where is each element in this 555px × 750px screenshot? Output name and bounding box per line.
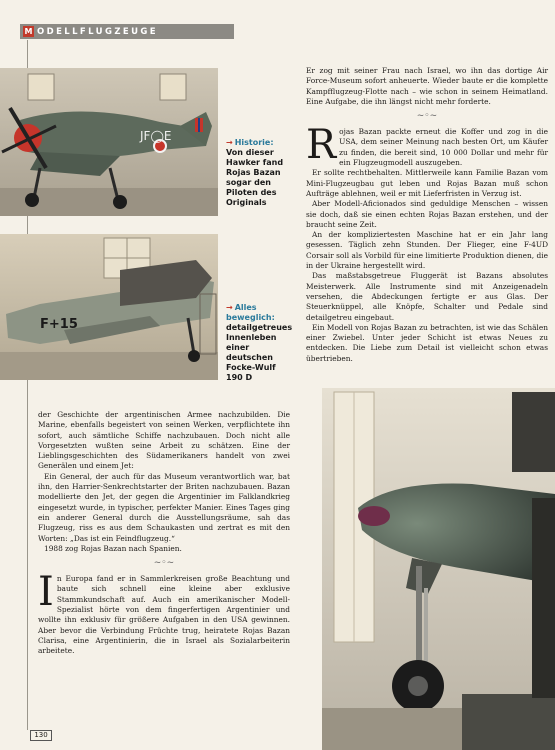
caption-tag: Historie: <box>234 138 274 147</box>
section-header <box>20 24 234 39</box>
focke-code-label: F+15 <box>40 317 78 332</box>
dropcap: R <box>306 122 337 169</box>
paragraph-dropcap <box>306 122 548 169</box>
paragraph: 1988 zog Rojas Bazan nach Spanien. <box>44 543 182 553</box>
focke-wulf-illustration <box>0 234 218 380</box>
hawker-code-label: JF◯E <box>140 129 172 143</box>
paragraph: Er zog mit seiner Frau nach Israel, wo ihn das dortige Air Force-Museum sofort anheuerte. Wieder baute er die komplette Kampfflugzeug-Flotte nach – wie schon in seinem Heimatland. Eine Aufgabe, die ihn längst nicht mehr forderte. <box>306 66 548 106</box>
caption-arrow: → <box>226 303 233 312</box>
ornament-divider: ~◦~ <box>416 111 438 122</box>
ornament-divider: ~◦~ <box>153 558 175 569</box>
paragraph-text: ojas Bazan packte erneut die Koffer und zog in die USA, dem seiner Meinung nach besten Ort, um Käufer zu finden, die bereit sind, 10 000 Dollar und mehr für ein Flugzeugmodell auszugeben. <box>339 127 548 168</box>
caption-text: Von dieser Hawker fand Rojas Bazan sogar den Piloten des Originals <box>226 148 284 207</box>
caption-hawker <box>226 138 296 208</box>
jet-closeup-photo <box>322 388 555 750</box>
right-column <box>306 66 548 364</box>
paragraph-dropcap <box>38 569 290 656</box>
page-number: 130 <box>30 730 52 741</box>
caption-text: detailgetreues Innenleben einer deutschen Focke-Wulf 190 D <box>226 323 293 382</box>
paragraph: Das maßstabsgetreue Fluggerät ist Bazans absolutes Meisterwerk. Alle Instrumente sind mit Anzeigenadeln versehen, die Abdeckungen fertigte er aus Glas. Der Steuerknüppel, alle Knöpfe, Schalter und Pedale sind detailgetreu eingebaut. <box>306 271 548 322</box>
caption-arrow: → <box>226 138 233 147</box>
caption-tag: Alles beweglich: <box>226 303 275 322</box>
caption-focke-wulf <box>226 303 294 383</box>
paragraph: An der kompliziertesten Maschine hat er ein Jahr lang gesessen. Täglich zehn Stunden. Der Flieger, eine F-4UD Corsair soll als Vorbild für eine limitierte Produktion dienen, die in der Ukraine hergestellt wird. <box>306 230 548 271</box>
dropcap: I <box>38 569 54 616</box>
paragraph: Aber Modell-Aficionados sind geduldige Menschen – wissen sie doch, daß sie einen echten Rojas Bazan erstehen, und der braucht seine Zeit. <box>306 199 548 229</box>
paragraph: der Geschichte der argentinischen Armee nachzubilden. Die Marine, ebenfalls begeistert von seinen Werken, verpflichtete ihn sofort, auch sämtliche Schiffe nachzubauen. Doch nicht alle Vorgesetzten wußten seine Arbeit zu schätzen. Eine der Lieblingsgeschichten des Südamerikaners handelt von zwei Generälen und einem Jet: <box>38 410 290 471</box>
paragraph: Ein General, der auch für das Museum verantwortlich war, bat ihn, den Harrier-Senkrechtstarter der Briten nachzubauen. Bazan modellierte den Jet, der gegen die Argentinier im Falklandkrieg eingesetzt wurde, in typischer, perfekter Manier. Eines Tages ging ein anderer General durch die Ausstellungsräume, sah das Flugzeug, riss es aus dem Schaukasten und zertrat es mit den Worten: „Das ist ein Feindflugzeug.“ <box>38 471 290 543</box>
paragraph: Er sollte rechtbehalten. Mittlerweile kann Familie Bazan vom Mini-Flugzeugbau gut leben und Rojas Bazan muß schon Aufträge ablehnen, weil er mit Lieferfristen in Verzug ist. <box>306 168 548 198</box>
hawker-photo <box>0 68 218 216</box>
paragraph: Ein Modell von Rojas Bazan zu betrachten, ist wie das Schälen einer Zwiebel. Unter jeder Schicht ist etwas Neues zu entdecken. Die Liebe zum Detail ist vielleicht schon etwas übertrieben. <box>306 322 548 363</box>
focke-wulf-photo <box>0 234 218 380</box>
paragraph-text: n Europa fand er in Sammlerkreisen große Beachtung und baute sich schnell eine kleine aber exklusive Stammkundschaft auf. Auch ein amerikanischer Modell-Spezialist hörte von dem fingerfertigen Argentinier und wollte ihn exklusiv für größere Aufgaben in den USA gewinnen. Aber bevor die Verbindung Früchte trug, heiratete Rojas Bazan Clarisa, eine Argentinierin, die in Israel als Sozialarbeiterin arbeitete. <box>38 574 290 656</box>
hawker-illustration <box>0 68 218 216</box>
left-column <box>38 410 290 657</box>
section-initial: M <box>24 27 33 36</box>
section-title: ODELLFLUGZEUGE <box>37 26 158 37</box>
jet-closeup-illustration <box>322 388 555 750</box>
